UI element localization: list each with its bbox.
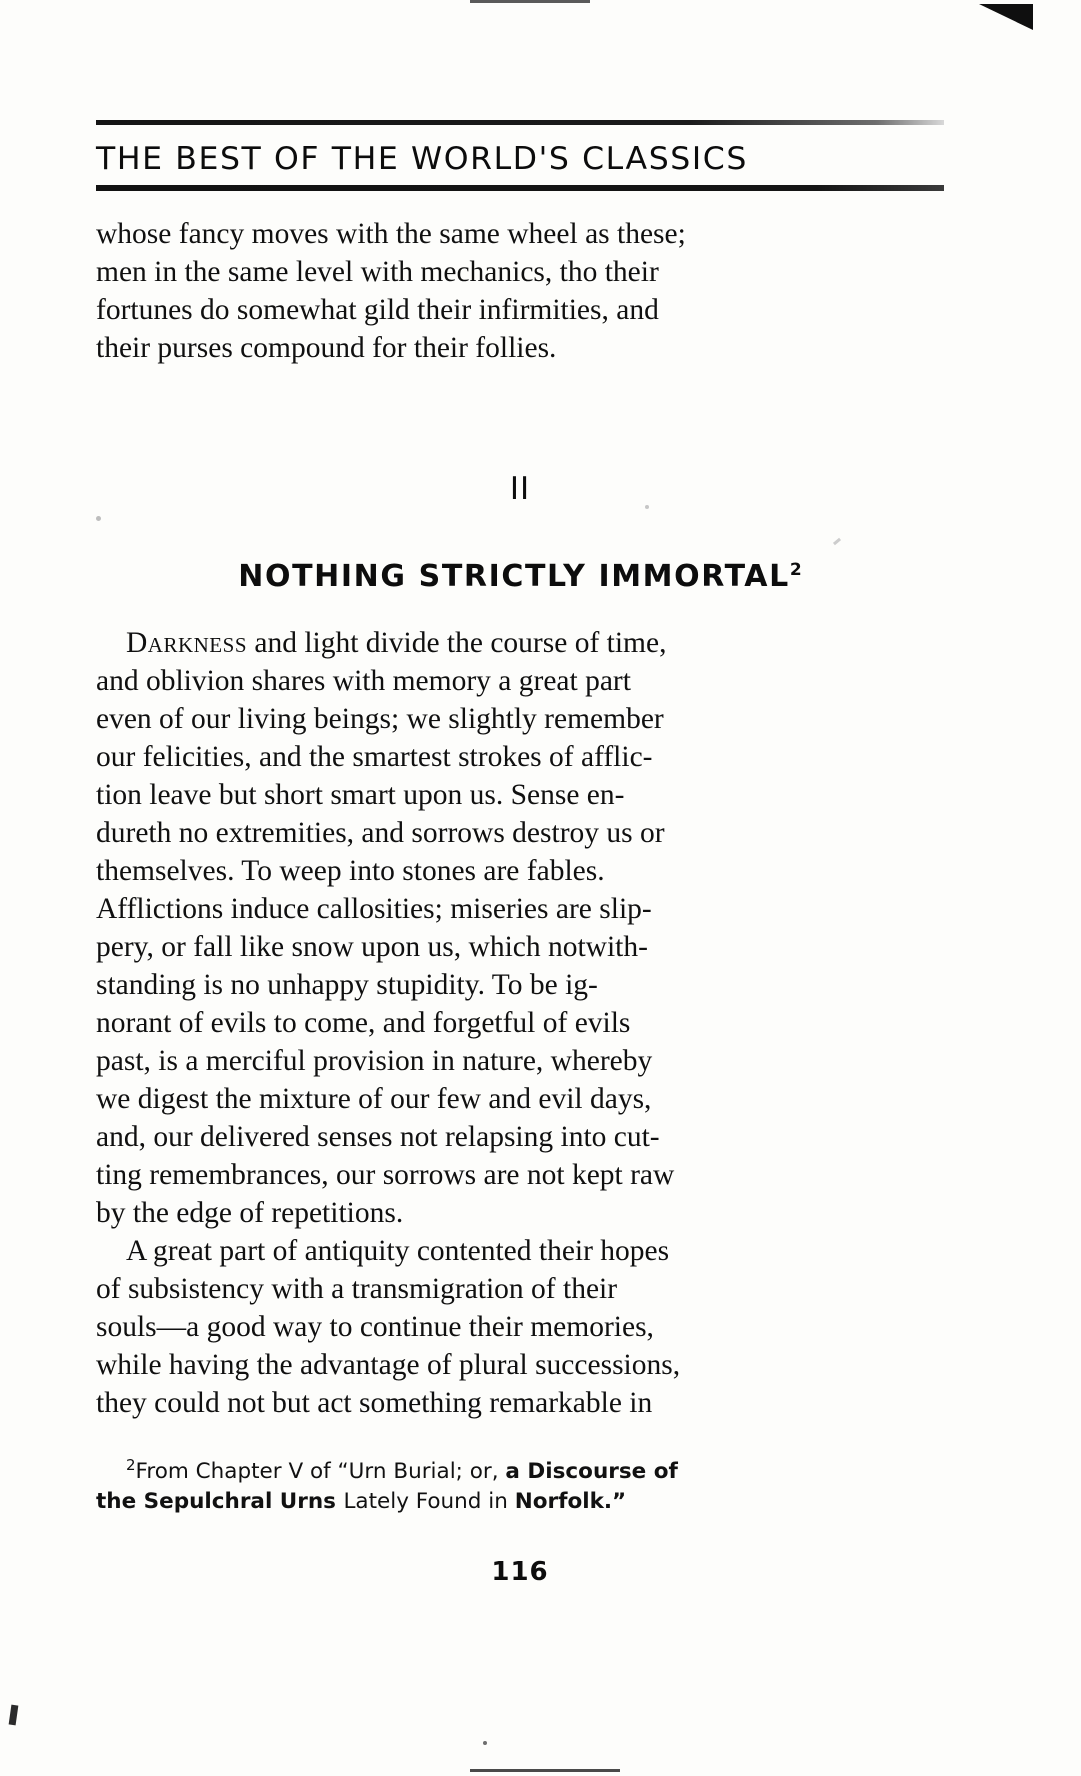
text-line: themselves. To weep into stones are fables. bbox=[96, 855, 605, 887]
text-line: their purses compound for their follies. bbox=[96, 332, 557, 364]
text-line: they could not but act something remarkable in bbox=[96, 1387, 653, 1419]
text-line: standing is no unhappy stupidity. To be ig- bbox=[96, 969, 598, 1001]
text-line: even of our living beings; we slightly remember bbox=[96, 703, 664, 735]
text-line: whose fancy moves with the same wheel as these; bbox=[96, 218, 686, 250]
section-title bbox=[96, 559, 944, 594]
continuation-paragraph bbox=[96, 215, 944, 367]
footnote bbox=[96, 1450, 944, 1517]
text-line: past, is a merciful provision in nature, whereby bbox=[96, 1045, 653, 1077]
text-line: our felicities, and the smartest strokes of afflic- bbox=[96, 741, 653, 773]
text-line: A great part of antiquity contented their hopes bbox=[126, 1235, 670, 1267]
text-line: souls—a good way to continue their memories, bbox=[96, 1311, 654, 1343]
header-rule-top bbox=[96, 120, 944, 125]
text-line: pery, or fall like snow upon us, which notwith- bbox=[96, 931, 648, 963]
second-paragraph bbox=[96, 1232, 944, 1422]
footnote-text: Lately Found in bbox=[343, 1489, 515, 1515]
text-line: men in the same level with mechanics, tho their bbox=[96, 256, 659, 288]
text-line: dureth no extremities, and sorrows destroy us or bbox=[96, 817, 665, 849]
footnote-line-1 bbox=[96, 1450, 944, 1487]
text-line: fortunes do somewhat gild their infirmities, and bbox=[96, 294, 659, 326]
section-spacer bbox=[96, 367, 944, 471]
footnote-marker: 2 bbox=[126, 1456, 136, 1474]
page-content bbox=[96, 0, 944, 1613]
section-title-footnote-marker: 2 bbox=[789, 560, 802, 580]
text-line: norant of evils to come, and forgetful of evils bbox=[96, 1007, 631, 1039]
header-rule-bottom bbox=[96, 185, 944, 191]
text-line: Afflictions induce callosities; miseries are slip- bbox=[96, 893, 652, 925]
text-line-first bbox=[96, 1232, 944, 1270]
text-line: while having the advantage of plural successions, bbox=[96, 1349, 681, 1381]
small-caps-lead-word: Darkness bbox=[126, 627, 247, 659]
section-number: II bbox=[509, 471, 531, 507]
page-number: 116 bbox=[491, 1557, 549, 1588]
text-line: tion leave but short smart upon us. Sense en- bbox=[96, 779, 625, 811]
text-line: and, our delivered senses not relapsing into cut- bbox=[96, 1121, 660, 1153]
running-head: THE BEST OF THE WORLD'S CLASSICS bbox=[96, 141, 748, 177]
section-title-text: NOTHING STRICTLY IMMORTAL bbox=[238, 559, 790, 594]
text-line-first bbox=[96, 624, 944, 662]
main-paragraph bbox=[96, 624, 944, 1232]
text-line: of subsistency with a transmigration of their bbox=[96, 1273, 618, 1305]
scan-corner-mark bbox=[979, 4, 1033, 30]
footnote-text-bold: the Sepulchral Urns bbox=[96, 1489, 344, 1515]
footnote-text-bold: Norfolk.” bbox=[514, 1489, 627, 1515]
footnote-line-2 bbox=[96, 1487, 944, 1517]
scan-edge-mark-bottom bbox=[470, 1769, 620, 1772]
footnote-text-bold: a Discourse of bbox=[505, 1459, 678, 1485]
text-line: ting remembrances, our sorrows are not kept raw bbox=[96, 1159, 675, 1191]
text-line: by the edge of repetitions. bbox=[96, 1197, 404, 1229]
text-line-remainder: and light divide the course of time, bbox=[247, 627, 667, 659]
text-line: and oblivion shares with memory a great part bbox=[96, 665, 631, 697]
footnote-text: From Chapter V of “Urn Burial; or, bbox=[135, 1459, 506, 1485]
scan-speck-bottom-center bbox=[483, 1741, 487, 1745]
text-line: we digest the mixture of our few and evil days, bbox=[96, 1083, 652, 1115]
